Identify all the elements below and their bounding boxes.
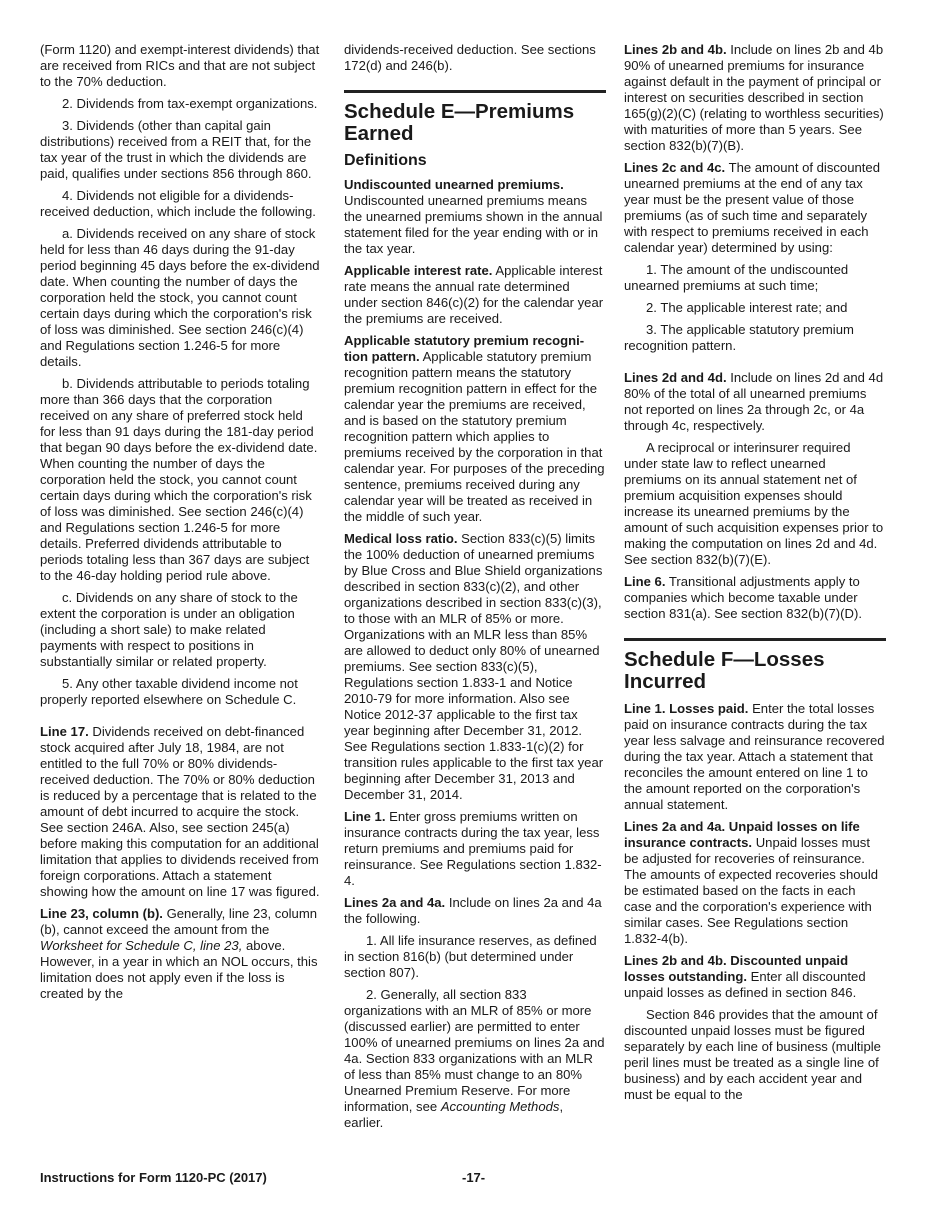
line-17-paragraph xyxy=(40,724,320,900)
paragraph: dividends-received deduction. See sections 172(d) and 246(b). xyxy=(344,42,596,73)
paragraph: Section 846 provides that the amount of discounted unpaid losses must be figured separately by each line of business (multiple peril lines must be treated as a single line of business) and by each accident year and must be equal to the xyxy=(624,1007,881,1102)
list-item: 4. Dividends not eligible for a dividends-received deduction, which include the following. xyxy=(40,188,316,219)
definition-interest-rate: Applicable interest rate. Applicable interest rate means the annual rate determined under section 846(c)(2) for the calendar year the premiums are received. xyxy=(344,263,604,326)
list-item: 1. All life insurance reserves, as defined in section 816(b) (but determined under section 807). xyxy=(344,933,597,980)
footer-form-title: Instructions for Form 1120-PC (2017) xyxy=(40,1170,267,1185)
list-item: 2. The applicable interest rate; and xyxy=(646,300,848,315)
accounting-methods-reference: Accounting Methods xyxy=(440,1099,560,1114)
line-1-paragraph: Line 1. Enter gross premiums written on insurance contracts during the tax year, less return premiums and premiums paid for reinsurance. See Regulations section 1.832-4. xyxy=(344,809,602,888)
losses-paid-paragraph: Line 1. Losses paid. Enter the total losses paid on insurance contracts during the tax year less salvage and reinsurance recovered during the tax year. Attach a statement that reconciles the amount entered on line 1 to the amount reported on the corporation's annual statement. xyxy=(624,701,885,812)
definition-mlr: Medical loss ratio. Section 833(c)(5) limits the 100% deduction of unearned premiums by Blue Cross and Blue Shield organizations described in section 833(c)(2), and other organizations described in section 833(c)(3), to those with an MLR of 85% or more. Organizations with an MLR less than 85% are allowed to deduct only 80% of unearned premiums. See section 833(c)(5), Regulations section 1.833-1 and Notice 2010-79 for more information. Also see Notice 2012-37 applicable to the first tax year beginning after December 31, 2012. See Regulations section 1.833-1(c)(2) for transition rules applicable to the first tax year beginning after December 31, 2013 and December 31, 2014. xyxy=(344,531,604,802)
list-item: 1. The amount of the undiscounted unearned premiums at such time; xyxy=(624,262,849,293)
lines-2b-4b-paragraph: Lines 2b and 4b. Include on lines 2b and 4b 90% of unearned premiums for insurance against default in the payment of principal or interest on securities described in section 165(g)(2)(C) (relating to worthless securities) with maturities of more than 5 years. See section 832(b)(7)(B). xyxy=(624,42,884,153)
list-item: 2. Generally, all section 833 organizations with an MLR of 85% or more (discussed earlier) are permitted to enter 100% of unearned premiums on lines 2a and 4a. Section 833 organizations with an MLR of less than 85% must change to an 80% Unearned Premium Reserve. For more information, see Accounting Methods, earlier. xyxy=(344,987,605,1130)
discounted-unpaid-paragraph: Lines 2b and 4b. Discounted unpaid losses outstanding. Enter all discounted unpaid losses as defined in section 846. xyxy=(624,953,866,1000)
list-item: 3. Dividends (other than capital gain distributions) received from a REIT that, for the tax year of the trust in which the dividends are paid, qualifies under sections 856 through 860. xyxy=(40,118,312,181)
lines-2c-4c-paragraph: Lines 2c and 4c. The amount of discounted unearned premiums at the end of any tax year must be the present value of those premiums (as of such time and separately with respect to premiums received in each calendar year) determined by using: xyxy=(624,160,880,255)
page-number: -17- xyxy=(462,1170,486,1185)
definitions-subheading: Definitions xyxy=(344,152,427,169)
line-6-paragraph: Line 6. Transitional adjustments apply to companies which become taxable under section 831(a). See section 832(b)(7)(D). xyxy=(624,574,862,621)
paragraph: A reciprocal or interinsurer required under state law to reflect unearned premiums on its annual statement net of premium acquisition expenses should increase its unearned premiums by the amount of such acquisition expenses prior to making the computation on lines 2d and 4d. See section 832(b)(7)(E). xyxy=(624,440,884,567)
unpaid-losses-paragraph: Lines 2a and 4a. Unpaid losses on life insurance contracts. Unpaid losses must be adjusted for recoveries of reinsurance. The amounts of expected recoveries should be estimated based on the facts in each case and the corporation's experience with similar cases. See Regulations section 1.832-4(b). xyxy=(624,819,879,946)
list-item: a. Dividends received on any share of stock held for less than 46 days during the 91-day period beginning 45 days before the ex-dividend date. When counting the number of days the corporation held the stock, you cannot count certain days during which the corporation's risk of loss was diminished. See section 246(c)(4) and Regulations section 1.246-5 for more details. xyxy=(40,226,320,369)
line-23-paragraph: Line 23, column (b). Generally, line 23, column (b), cannot exceed the amount from the Worksheet for Schedule C, line 23, above. However, in a year in which an NOL occurs, this limitation does not apply even if the loss is created by the xyxy=(40,906,318,1001)
column-left xyxy=(40,42,320,1008)
column-right xyxy=(624,42,886,1109)
paragraph: (Form 1120) and exempt-interest dividends) that are received from RICs and that are not subject to the 70% deduction. xyxy=(40,42,320,89)
list-item: b. Dividends attributable to periods totaling more than 366 days that the corporation received on any share of preferred stock held for less than 91 days during the 181-day period that began 90 days before the ex-dividend date. When counting the number of days the corporation held the stock, you cannot count certain days during which the corporation's risk of loss was diminished. See section 246(c)(4) and Regulations section 1.246-5 for more details. Preferred dividends attributable to periods totaling less than 367 days are subject to the 46-day holding period rule above. xyxy=(40,376,318,583)
section-divider xyxy=(624,638,886,641)
lines-2d-4d-paragraph: Lines 2d and 4d. Include on lines 2d and 4d 80% of the total of all unearned premiums not reported on lines 2a through 2c, or 4a through 4c, respectively. xyxy=(624,370,884,433)
line-17-heading: Line 17. xyxy=(40,724,89,739)
definition-undiscounted: Undiscounted unearned premiums. Undiscounted unearned premiums means the unearned premiums shown in the annual statement filed for the year ending with or in the tax year. xyxy=(344,177,603,256)
list-item: 5. Any other taxable dividend income not properly reported elsewhere on Schedule C. xyxy=(40,676,298,707)
definition-premium-pattern: Applicable statutory premium recogni- tion pattern. Applicable statutory premium recognition pattern means the statutory premium recognition pattern in effect for the calendar year the premiums are received, and is based on the statutory premium recognition pattern which applies to premiums received by the corporation in that calendar year. For purposes of the preceding sentence, premiums received during any calendar year will be treated as received in the middle of such year. xyxy=(344,333,605,524)
lines-2a-4a-paragraph: Lines 2a and 4a. Include on lines 2a and 4a the following. xyxy=(344,895,602,926)
column-middle xyxy=(344,42,606,1137)
line-23-heading: Line 23, column (b). xyxy=(40,906,163,921)
list-item: 3. The applicable statutory premium recognition pattern. xyxy=(624,322,854,353)
list-item: c. Dividends on any share of stock to the extent the corporation is under an obligation (including a short sale) to make related payments with respect to positions in substantially similar or related property. xyxy=(40,590,298,669)
section-divider xyxy=(344,90,606,93)
list-item: 2. Dividends from tax-exempt organizations. xyxy=(62,96,318,111)
line-17-body: Dividends received on debt-financed stock acquired after July 18, 1984, are not entitled to the full 70% or 80% dividends-received deduction. The 70% or 80% deduction is reduced by a percentage that is related to the amount of debt incurred to acquire the stock. See section 246A. Also, see section 245(a) before making this computation for an additional limitation that applies to dividends received from foreign corporations. Attach a statement showing how the amount on line 17 was figured. xyxy=(40,724,320,899)
schedule-e-heading: Schedule E—Premiums Earned xyxy=(344,100,575,145)
worksheet-reference: Worksheet for Schedule C, line 23, xyxy=(40,938,243,953)
schedule-f-heading: Schedule F—Losses Incurred xyxy=(624,648,825,693)
